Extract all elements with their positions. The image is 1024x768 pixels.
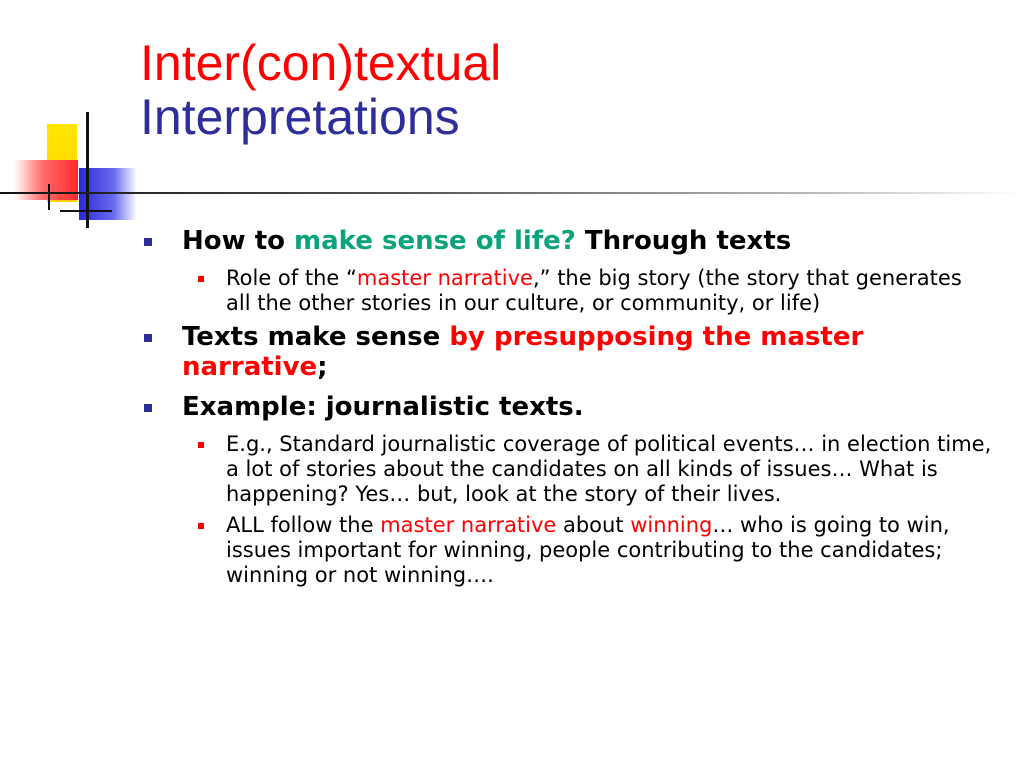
- square-bullet-icon: [144, 404, 152, 412]
- sub-bullet-text-mid: about: [556, 513, 631, 537]
- bullet-example: [142, 392, 992, 422]
- bullet-text-post: Through texts: [575, 226, 792, 256]
- sub-bullet-text-post: … who is going to win, issues important for winning, people contributing to the candidates; winning or not winning….: [226, 513, 950, 587]
- title-line-2: Interpretations: [140, 89, 460, 145]
- bullet-text-pre: How to: [182, 226, 295, 256]
- square-bullet-icon: [198, 442, 204, 448]
- horizontal-rule-small: [60, 210, 112, 212]
- sub-bullet-text-highlight-2: winning: [630, 513, 713, 537]
- square-bullet-icon: [144, 238, 152, 246]
- bullet-text-highlight: make sense of life?: [294, 226, 576, 256]
- bullet-text: Example: journalistic texts.: [182, 392, 584, 422]
- sub-bullet-text-highlight-1: master narrative: [380, 513, 557, 537]
- sub-bullet-text: E.g., Standard journalistic coverage of political events… in election time, a lot of stories about the candidates on all kinds of issues… What is happening? Yes… but, look at the story of their lives.: [226, 432, 992, 506]
- sub-bullet-text-post: ,” the big story (the story that generates all the other stories in our culture, or community, or life): [226, 266, 962, 315]
- sub-bullet-journalistic-coverage: [142, 432, 992, 507]
- sub-bullet-text-pre: Role of the “: [226, 266, 357, 290]
- square-bullet-icon: [144, 334, 152, 342]
- sub-bullet-text-highlight: master narrative: [356, 266, 533, 290]
- square-bullet-icon: [198, 276, 204, 282]
- corner-decoration: [0, 0, 150, 240]
- slide-content: [142, 226, 992, 594]
- sub-bullet-text-pre: ALL follow the: [226, 513, 381, 537]
- bullet-texts-make-sense: [142, 322, 992, 382]
- title-line-1: Inter(con)textual: [140, 35, 502, 91]
- slide-title: [140, 36, 1000, 144]
- bullet-text-pre: Texts make sense: [182, 322, 450, 352]
- sub-bullet-master-narrative: [142, 266, 992, 316]
- bullet-text-highlight: by presupposing the master narrative: [182, 322, 864, 382]
- bullet-text-post: ;: [317, 352, 328, 382]
- square-bullet-icon: [198, 523, 204, 529]
- sub-bullet-all-follow: [142, 513, 992, 588]
- bullet-how-to: [142, 226, 992, 256]
- title-underline-rule: [0, 192, 1024, 194]
- red-block: [14, 160, 78, 200]
- vertical-rule-small: [48, 184, 50, 210]
